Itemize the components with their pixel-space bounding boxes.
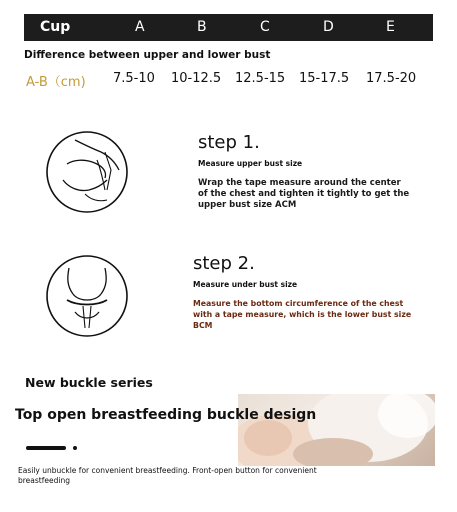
- row-value-d: 15-17.5: [299, 71, 350, 86]
- row-label-a-b: A-B（cm): [26, 75, 86, 90]
- row-value-a: 7.5-10: [113, 71, 155, 86]
- feature-title: Top open breastfeeding buckle design: [15, 407, 317, 423]
- size-table-header: [24, 14, 433, 41]
- step-1-subtitle: Measure upper bust size: [198, 159, 303, 168]
- cup-col-e: E: [386, 19, 395, 35]
- measure-upper-bust-icon: [45, 130, 129, 214]
- feature-description: Easily unbuckle for convenient breastfeeding. Front-open button for convenient breastfeeding: [18, 466, 317, 485]
- step-2-title: step 2.: [193, 253, 255, 274]
- series-title: New buckle series: [25, 375, 153, 390]
- row-value-c: 12.5-15: [235, 71, 286, 86]
- step-1-title: step 1.: [198, 132, 260, 153]
- measure-under-bust-icon: [45, 254, 129, 338]
- decorative-bar: [26, 446, 66, 450]
- breastfeeding-photo: [238, 394, 435, 466]
- cup-header-label: Cup: [40, 19, 71, 35]
- row-value-b: 10-12.5: [171, 71, 222, 86]
- difference-title: Difference between upper and lower bust: [24, 49, 271, 61]
- step-1-description: Wrap the tape measure around the center of the chest and tighten it tightly to get the upper bust size ACM: [198, 178, 410, 210]
- cup-col-b: B: [197, 19, 207, 35]
- decorative-dot: [73, 446, 77, 450]
- row-value-e: 17.5-20: [366, 71, 417, 86]
- step-2-description: Measure the bottom circumference of the chest with a tape measure, which is the lower bust size BCM: [193, 299, 412, 330]
- cup-col-c: C: [260, 19, 270, 35]
- cup-col-d: D: [323, 19, 334, 35]
- step-2-subtitle: Measure under bust size: [193, 280, 298, 289]
- cup-col-a: A: [135, 19, 145, 35]
